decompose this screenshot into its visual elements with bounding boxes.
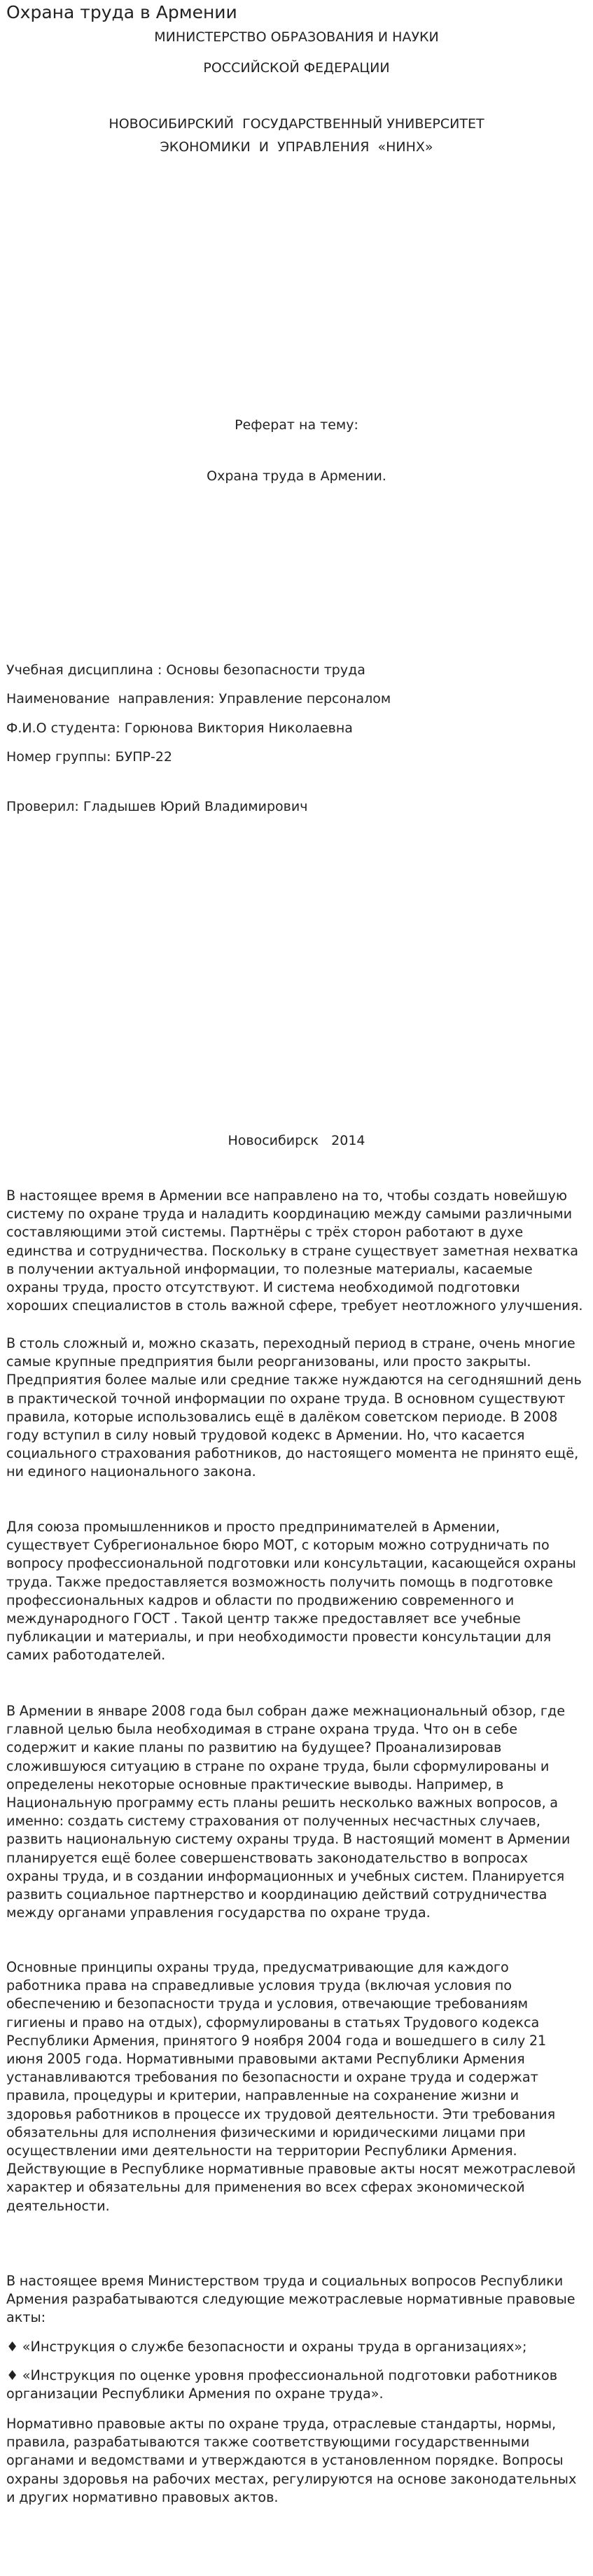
paragraph-1: В настоящее время в Армении все направлено на то, чтобы создать новейшую систему по охране труда и наладить координацию между самыми различными составляющими этой системы. Партнёры с трёх сторон работают в духе единства и сотрудничества. Поскольку в стране существует заметная нехватка в получении актуальной информации, то полезные материалы, касаемые охраны труда, просто отсутствуют. И система необходимой подготовки хороших специалистов в столь важной сфере, требует неотложного улучшения. [6, 1188, 583, 1314]
paragraph-5: Основные принципы охраны труда, предусматривающие для каждого работника права на справедливые условия труда (включая условия по обеспечению и безопасности труда и условия, отвечающие требованиям гигиены и право на отдых), сформулированы в статьях Трудового кодекса Республики Армения, принятого 9 ноября 2004 года и вошедшего в силу 21 июня 2005 года. Нормативными правовыми актами Республики Армения устанавливаются требования по безопасности и охране труда и содержат правила, процедуры и критерии, направленные на сохранение жизни и здоровья работников в процессе их трудовой деятельности. Эти требования обязательны для исполнения физическими и юридическими лицами при осуществлении ими деятельности на территории Республики Армения. Действующие в Республике нормативные правовые акты носят межотраслевой характер и обязательны для применения во всех сферах экономической деятельности. [6, 1959, 576, 2214]
paragraph-4: В Армении в январе 2008 года был собран даже межнациональный обзор, где главной целью была необходимая в стране охрана труда. Что он в себе содержит и какие планы по развитию на будущее? Проанализировав сложившуюся ситуацию в стране по охране труда, были сформулированы и определены некоторые основные практические выводы. Например, в Национальную программу есть планы решить несколько важных вопросов, а именно: создать систему страхования от полученных несчастных случаев, развить национальную систему охраны труда. В настоящий момент в Армении планируется ещё более совершенствовать законодательство в вопросах охраны труда, и в создании информационных и учебных систем. Планируется развить социальное партнерство и координацию действий сотрудничества между органами управления государства по охране труда. [6, 1703, 571, 1921]
work-type: Реферат на тему: [235, 417, 358, 433]
university-line-1: НОВОСИБИРСКИЙ ГОСУДАРСТВЕННЫЙ УНИВЕРСИТЕТ [109, 116, 484, 132]
group-line: Номер группы: БУПР-22 [6, 749, 172, 765]
student-line: Ф.И.О студента: Горюнова Виктория Николаевна [6, 720, 353, 736]
paragraph-3: Для союза промышленников и просто предпринимателей в Армении, существует Субрегиональное бюро МОТ, с которым можно сотрудничать по вопросу профессиональной подготовки или консультации, касающейся охраны труда. Также предоставляется возможность получить помощь в подготовке профессиональных кадров и области по продвижению современного и международного ГОСТ . Такой центр также предоставляет все учебные публикации и материалы, и при необходимости провести консультации для самих работодателей. [6, 1519, 576, 1664]
paragraph-8: ♦ «Инструкция по оценке уровня профессиональной подготовки работников организации Республики Армения по охране труда». [6, 2367, 558, 2402]
paragraph-6: В настоящее время Министерством труда и социальных вопросов Республики Армения разрабатываются следующие межотраслевые нормативные правовые акты: [6, 2273, 575, 2326]
paragraph-7: ♦ «Инструкция о службе безопасности и охраны труда в организациях»; [6, 2339, 527, 2355]
checked-by-line: Проверил: Гладышев Юрий Владимирович [6, 799, 308, 814]
ministry-line-2: РОССИЙСКОЙ ФЕДЕРАЦИИ [203, 60, 390, 76]
discipline-line: Учебная дисциплина : Основы безопасности труда [6, 662, 365, 678]
university-line-2: ЭКОНОМИКИ И УПРАВЛЕНИЯ «НИНХ» [160, 139, 433, 155]
ministry-line-1: МИНИСТЕРСТВО ОБРАЗОВАНИЯ И НАУКИ [154, 29, 439, 45]
document-title: Охрана труда в Армении [6, 2, 237, 22]
city-year: Новосибирск 2014 [228, 1133, 365, 1148]
direction-line: Наименование направления: Управление персоналом [6, 691, 391, 706]
paragraph-2: В столь сложный и, можно сказать, переходный период в стране, очень многие самые крупные предприятия были реорганизованы, или просто закрыты. Предприятия более малые или средние также нуждаются на сегодняшний день в практической точной информации по охране труда. В основном существуют правила, которые использовались ещё в далёком советском периоде. В 2008 году вступил в силу новый трудовой кодекс в Армении. Но, что касается социального страхования работников, до настоящего момента не принято ещё, ни единого национального закона. [6, 1335, 582, 1480]
paragraph-9: Нормативно правовые акты по охране труда, отраслевые стандарты, нормы, правила, разрабатываются также соответствующими государственными органами и ведомствами и утверждаются в установленном порядке. Вопросы охраны здоровья на рабочих местах, регулируются на основе законодательных и других нормативно правовых актов. [6, 2416, 577, 2505]
topic: Охрана труда в Армении. [207, 468, 386, 484]
